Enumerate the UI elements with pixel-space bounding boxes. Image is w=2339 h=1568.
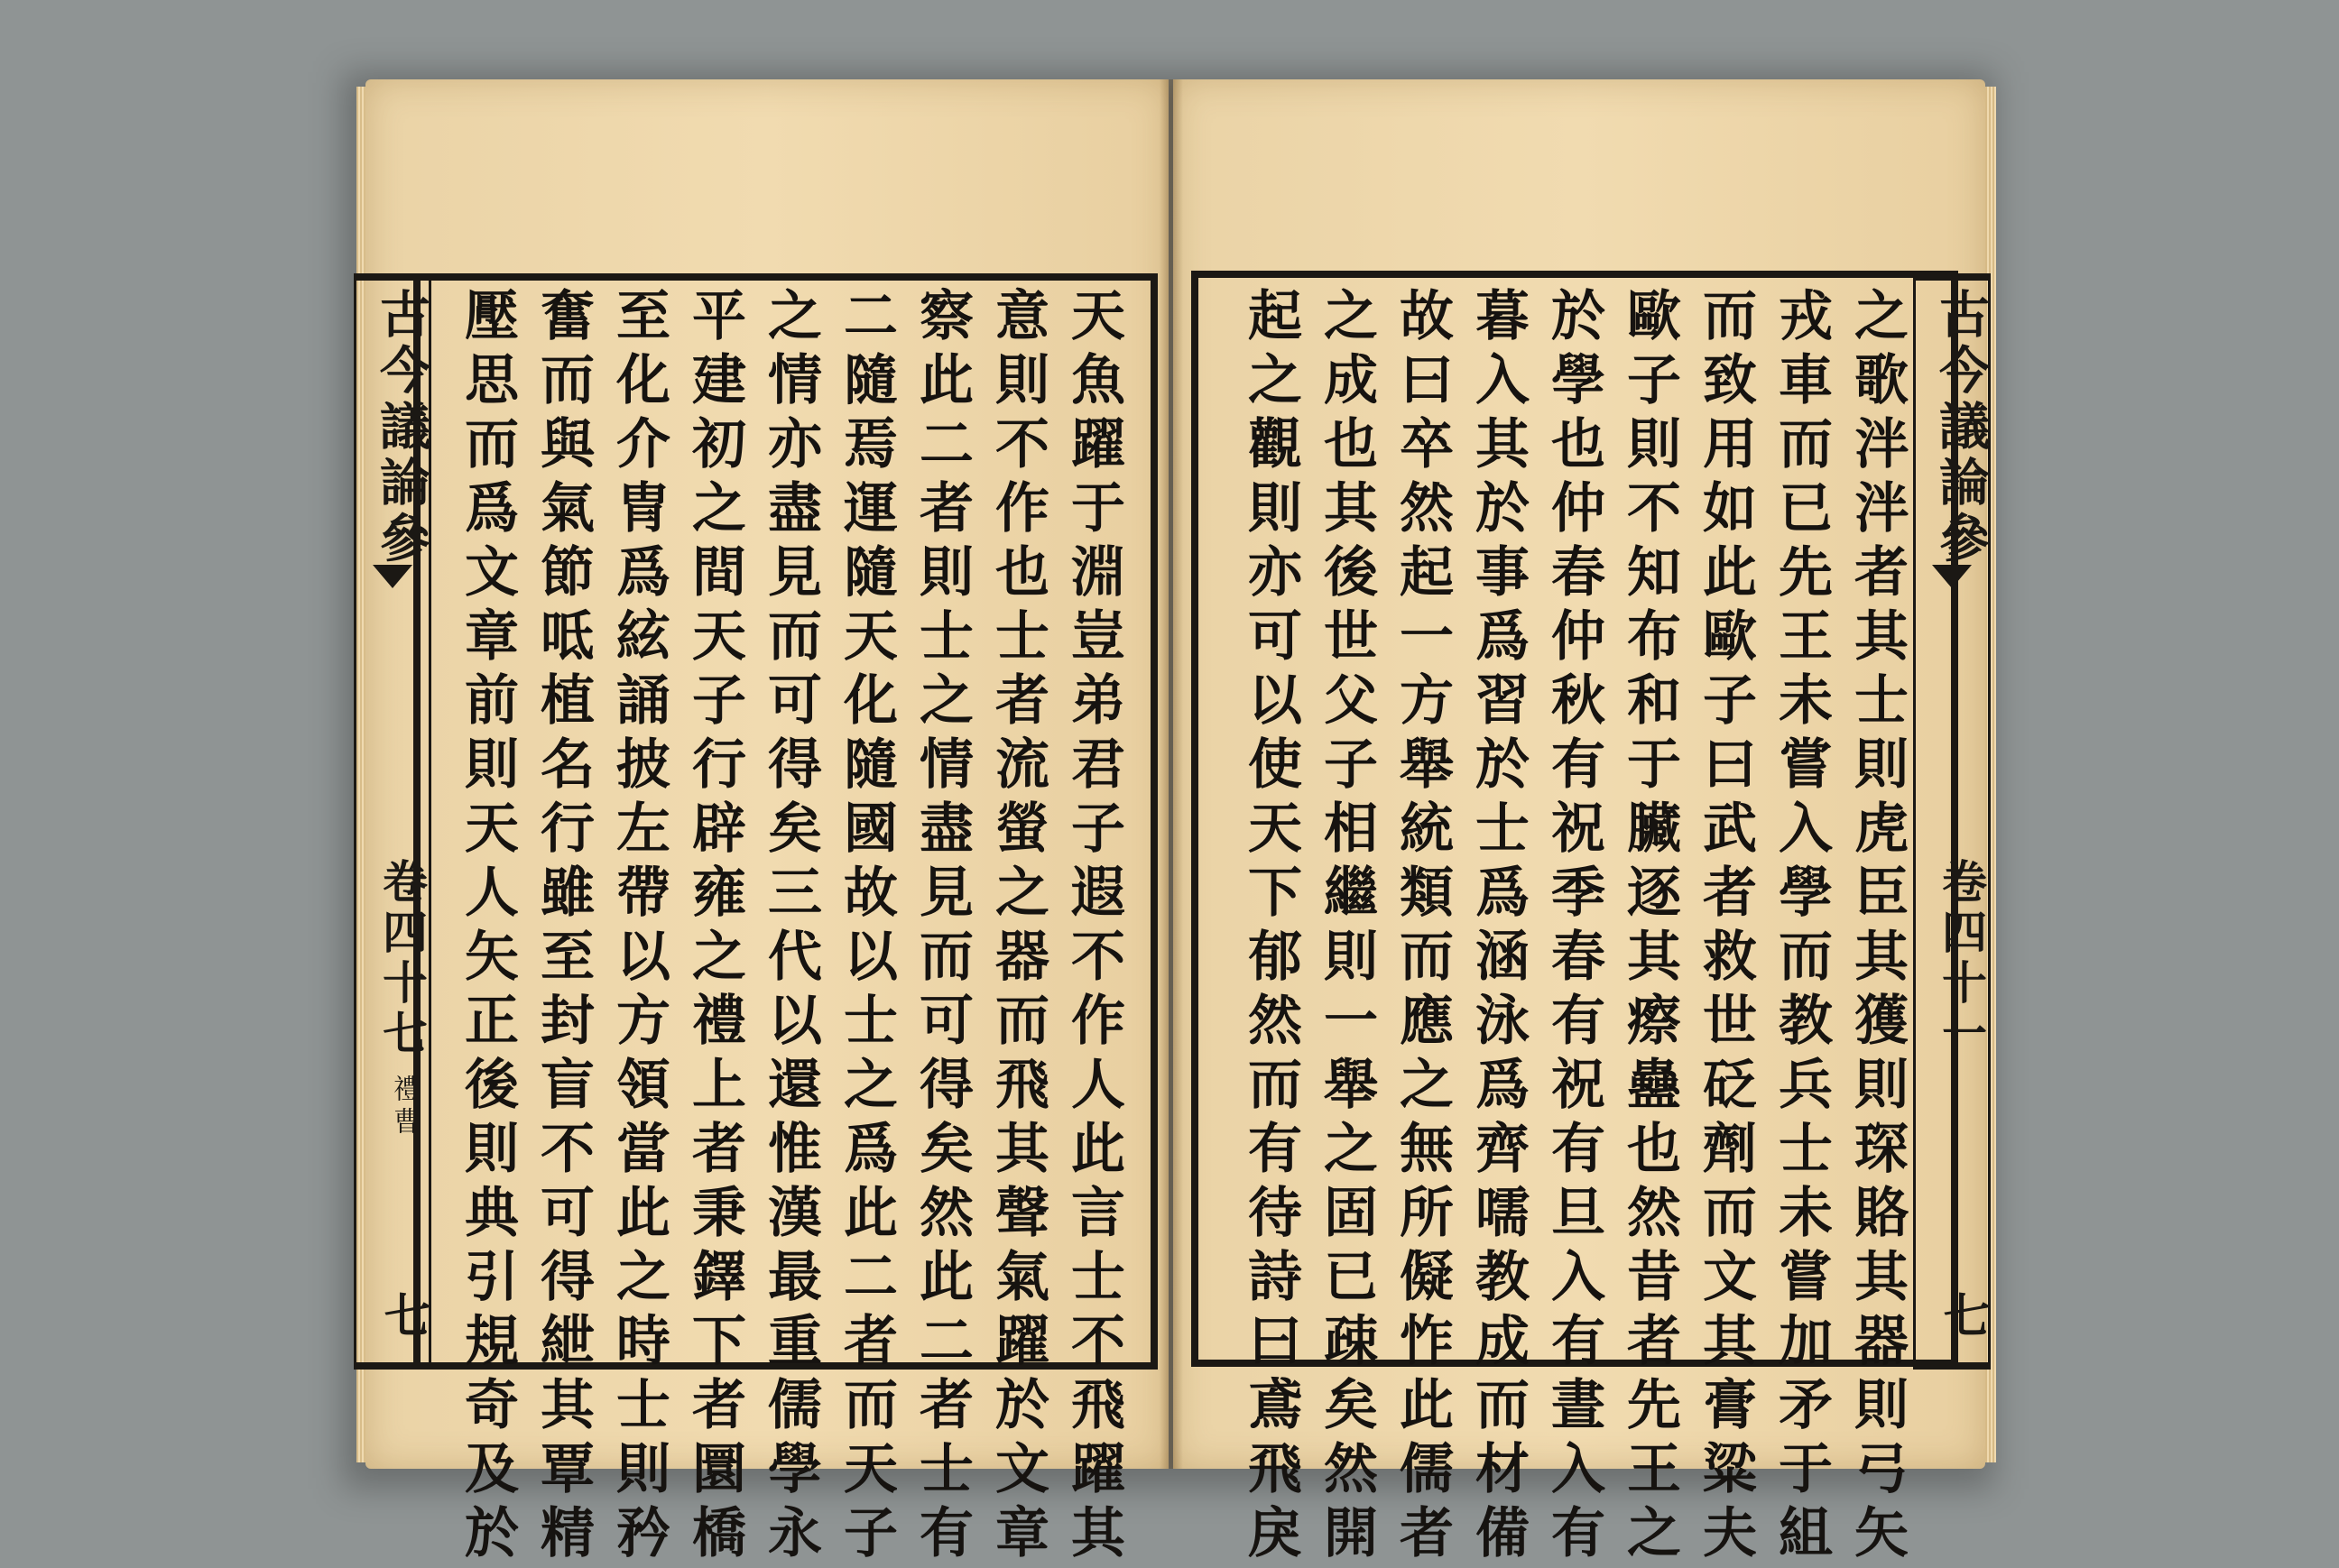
left-col-3: 察此二者則士之情盡見而可得矣然此二者士有 — [911, 287, 974, 1568]
right-block-mouth — [1913, 273, 1991, 1370]
left-mouth-volume: 卷四十七 — [375, 858, 429, 1060]
fish-tail-mark — [373, 565, 412, 588]
left-col-4: 二隨焉運隨天化隨國故以士之爲此二者而天子 — [835, 287, 898, 1568]
left-col-9: 壓思而爲文章前則天人矢正後則典引規奇及於 — [456, 287, 519, 1568]
right-col-6: 暮入其於事爲習於士爲涵泳爲齊嚅教成而材備 — [1466, 287, 1530, 1568]
right-col-9: 起之觀則亦可以使天下郁然而有待詩曰鳶飛戾 — [1239, 287, 1302, 1568]
book-gutter — [1160, 79, 1183, 1469]
left-col-8: 奮而與氣節呧植名行雖至封盲不可得紲其覃精 — [532, 287, 595, 1568]
fish-tail-mark — [1932, 565, 1972, 588]
left-col-2: 意則不作也士者流螢之器而飛其聲氣躍於文章 — [986, 287, 1049, 1568]
right-col-7: 故曰卒然起一方舉統類而應之無所儗怍此儒者 — [1391, 287, 1454, 1568]
left-col-6: 平建初之間天子行辟雍之禮上者秉鐸下者圜橋 — [683, 287, 746, 1568]
left-mouth-page: 七 — [375, 1291, 430, 1343]
left-col-7: 至化介冑爲絃誦披左帶以方領當此之時士則矜 — [607, 287, 670, 1568]
right-col-8: 之成也其後世父子相繼則一舉之固已疎矣然開 — [1315, 287, 1378, 1568]
right-col-3: 而致用如此歐子曰武者救世砭劑而文其膏粱夫 — [1694, 287, 1757, 1568]
left-col-1: 天魚躍于淵豈弟君子遐不作人此言士不飛躍其 — [1062, 287, 1125, 1568]
right-col-1: 之歌泮泮者其士則虎臣其獲則琛賂其器則弓矢 — [1845, 287, 1909, 1568]
left-mouth-sub: 禮曹 — [388, 1075, 420, 1139]
right-mouth-title: 古今議論參 — [1931, 288, 1991, 567]
left-col-5: 之情亦盡見而可得矣三代以還惟漢最重儒學永 — [759, 287, 822, 1568]
right-mouth-page: 七 — [1935, 1291, 1990, 1343]
right-mouth-volume: 卷四十一 — [1935, 858, 1988, 1060]
right-col-2: 戎車而已先王未嘗入學而教兵士未嘗加矛于組 — [1770, 287, 1833, 1568]
left-mouth-title: 古今議論參 — [372, 288, 431, 567]
right-col-5: 於學也仲春仲秋有祝季春有祝有旦入有晝入有 — [1542, 287, 1605, 1568]
right-col-4: 歐子則不知布和于臟逐其瘵蠱也然昔者先王之 — [1618, 287, 1681, 1568]
